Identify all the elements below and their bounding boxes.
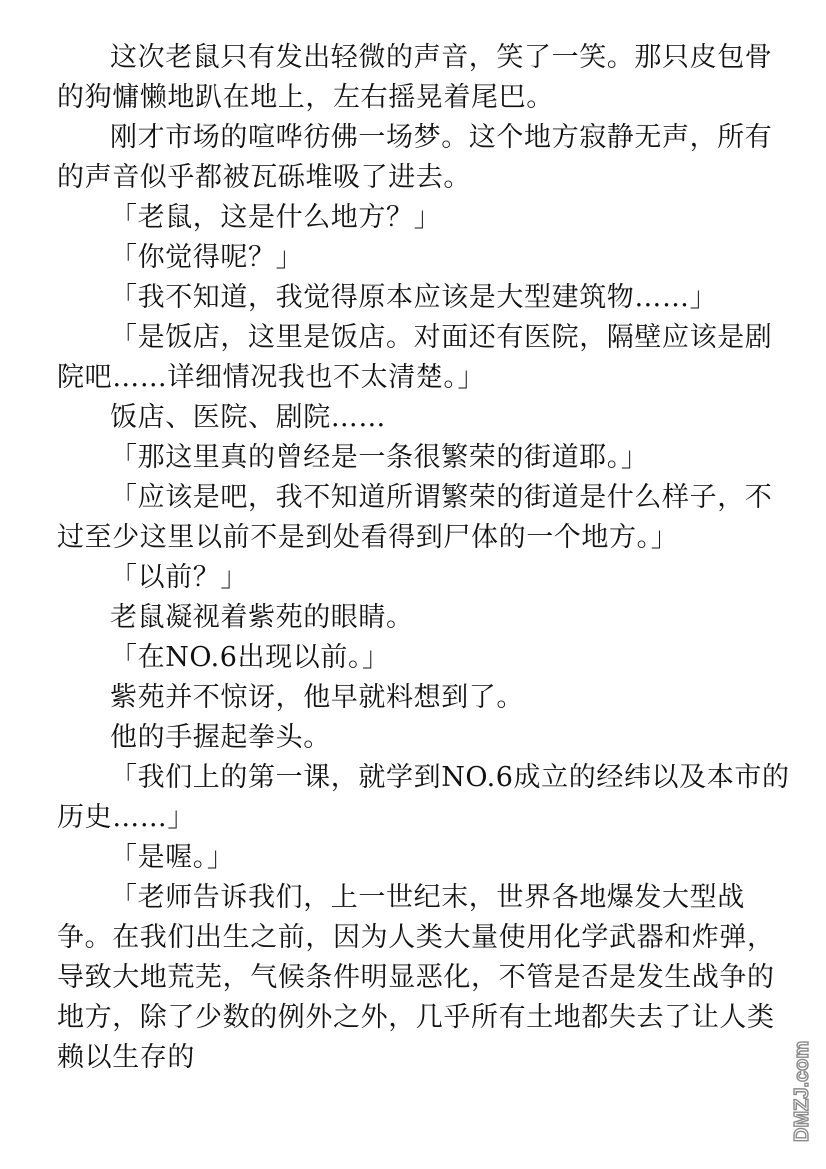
text-line: 他的手握起拳头。 <box>110 722 331 753</box>
text-line: 「应该是吧，我不知道所谓繁荣的街道是什么样子，不 <box>110 482 773 513</box>
text-line: 导致大地荒芜，气候条件明显恶化，不管是否是发生战争的 <box>57 962 775 993</box>
text-line: 地方，除了少数的例外之外，几乎所有土地都失去了让人类 <box>57 1002 775 1033</box>
text-line: 「那这里真的曾经是一条很繁荣的街道耶。」 <box>110 442 649 473</box>
text-line: 过至少这里以前不是到处看得到尸体的一个地方。」 <box>57 522 679 553</box>
dmzj-watermark-logo <box>786 1030 816 1145</box>
text-line: 「你觉得呢？」 <box>110 242 304 273</box>
text-line: 争。在我们出生之前，因为人类大量使用化学武器和炸弹， <box>57 922 775 953</box>
text-line: 「我不知道，我觉得原本应该是大型建筑物……」 <box>110 282 718 313</box>
text-line: 「以前？」 <box>110 562 248 593</box>
text-line: 「是喔。」 <box>110 842 235 873</box>
text-line: 「是饭店，这里是饭店。对面还有医院，隔壁应该是剧 <box>110 322 773 353</box>
text-line: 「在NO.6出现以前。」 <box>110 642 390 673</box>
text-line: 的声音似乎都被瓦砾堆吸了进去。 <box>57 162 471 193</box>
text-line: 赖以生存的 <box>57 1042 195 1073</box>
text-line: 「老师告诉我们，上一世纪末，世界各地爆发大型战 <box>110 882 745 913</box>
text-line: 院吧……详细情况我也不太清楚。」 <box>57 362 486 393</box>
text-line: 的狗慵懒地趴在地上，左右摇晃着尾巴。 <box>57 82 554 113</box>
text-line: 老鼠凝视着紫苑的眼睛。 <box>110 602 414 633</box>
text-line: 刚才市场的喧哗彷佛一场梦。这个地方寂静无声，所有 <box>110 122 773 153</box>
text-line: 「老鼠，这是什么地方？」 <box>110 202 442 233</box>
watermark-text: DMZJ.com <box>791 1040 813 1142</box>
text-line: 紫苑并不惊讶，他早就料想到了。 <box>110 682 524 713</box>
text-line: 这次老鼠只有发出轻微的声音，笑了一笑。那只皮包骨 <box>110 42 773 73</box>
text-line: 饭店、医院、剧院…… <box>110 402 386 433</box>
text-line: 历史……」 <box>57 802 195 833</box>
text-line: 「我们上的第一课，就学到NO.6成立的经纬以及本市的 <box>110 762 790 793</box>
